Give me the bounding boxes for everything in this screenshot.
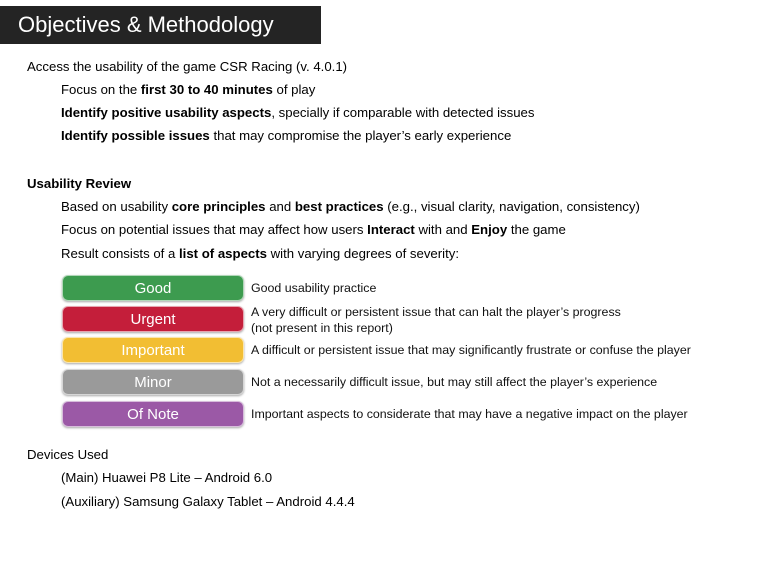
- severity-desc-urgent: [251, 304, 621, 336]
- objective-focus-pre: Focus on the: [61, 82, 141, 97]
- severity-row-minor: [62, 369, 722, 397]
- objective-positive-post: , specially if comparable with detected issues: [271, 105, 535, 120]
- review-heading: Usability Review: [27, 176, 132, 191]
- review-focus: [61, 221, 566, 239]
- severity-desc-good: Good usability practice: [251, 281, 377, 295]
- review-focus-pre: Focus on potential issues that may affect how users: [61, 222, 368, 237]
- objective-issues: [61, 127, 511, 145]
- objective-focus-post: of play: [272, 82, 316, 97]
- devices-heading: Devices Used: [27, 447, 109, 462]
- review-basis-b1: core principles: [171, 199, 266, 214]
- review-basis-post: (e.g., visual clarity, navigation, consistency): [383, 199, 640, 214]
- objective-positive: [61, 104, 535, 122]
- review-focus-b1: Interact: [367, 222, 415, 237]
- severity-desc-urgent-line2: (not present in this report): [251, 321, 393, 335]
- page-title: Objectives & Methodology: [0, 6, 321, 44]
- severity-badge-of-note: Of Note: [62, 401, 244, 427]
- severity-desc-minor: Not a necessarily difficult issue, but may still affect the player’s experience: [251, 375, 658, 389]
- review-focus-b2: Enjoy: [471, 222, 508, 237]
- severity-badge-minor: Minor: [62, 369, 244, 395]
- review-basis: [61, 198, 640, 216]
- objective-focus: [61, 81, 315, 99]
- severity-row-important: [62, 337, 722, 365]
- objective-positive-bold: Identify positive usability aspects: [61, 105, 272, 120]
- severity-row-good: [62, 275, 722, 303]
- review-result-bold: list of aspects: [179, 246, 267, 261]
- objective-issues-post: that may compromise the player’s early experience: [209, 128, 512, 143]
- device-aux: (Auxiliary) Samsung Galaxy Tablet – Android 4.4.4: [61, 494, 355, 509]
- review-focus-post: the game: [507, 222, 566, 237]
- review-basis-mid: and: [265, 199, 295, 214]
- review-result-pre: Result consists of a: [61, 246, 180, 261]
- severity-row-of-note: [62, 401, 722, 429]
- severity-badge-good: Good: [62, 275, 244, 301]
- severity-desc-important: A difficult or persistent issue that may significantly frustrate or confuse the player: [251, 343, 691, 357]
- review-basis-b2: best practices: [294, 199, 384, 214]
- objective-intro: Access the usability of the game CSR Racing (v. 4.0.1): [27, 59, 348, 74]
- objective-issues-bold: Identify possible issues: [61, 128, 210, 143]
- device-main: (Main) Huawei P8 Lite – Android 6.0: [61, 470, 273, 485]
- review-result: [61, 245, 459, 263]
- review-focus-mid: with and: [414, 222, 472, 237]
- severity-desc-urgent-line1: A very difficult or persistent issue that can halt the player’s progress: [251, 305, 621, 319]
- severity-badge-urgent: Urgent: [62, 306, 244, 332]
- severity-row-urgent: [62, 306, 722, 334]
- severity-desc-of-note: Important aspects to considerate that may have a negative impact on the player: [251, 407, 688, 421]
- review-basis-pre: Based on usability: [61, 199, 172, 214]
- severity-badge-important: Important: [62, 337, 244, 363]
- review-result-post: with varying degrees of severity:: [266, 246, 460, 261]
- objective-focus-bold: first 30 to 40 minutes: [140, 82, 273, 97]
